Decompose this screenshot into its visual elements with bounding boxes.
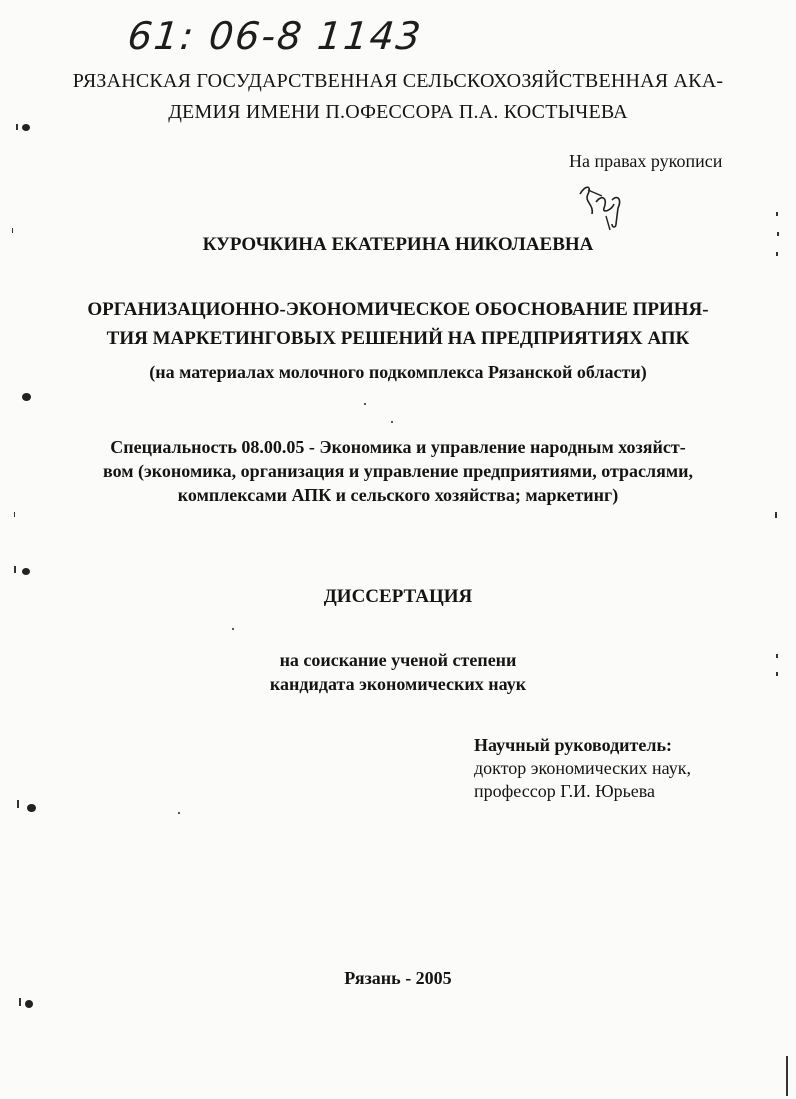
institution-line-1: РЯЗАНСКАЯ ГОСУДАРСТВЕННАЯ СЕЛЬСКОХОЗЯЙСТВЕННАЯ АКА- <box>72 70 724 92</box>
scan-speck <box>232 628 234 630</box>
scan-speck <box>16 124 18 130</box>
document-type: ДИССЕРТАЦИЯ <box>323 586 473 607</box>
author-name: КУРОЧКИНА ЕКАТЕРИНА НИКОЛАЕВНА <box>202 234 594 255</box>
scan-speck <box>776 672 778 676</box>
binding-hole-mark <box>25 1000 33 1008</box>
scan-edge-line <box>786 1056 788 1096</box>
scan-speck <box>14 566 16 573</box>
scan-speck <box>776 252 778 256</box>
scan-speck <box>776 654 778 658</box>
binding-hole-mark <box>27 804 36 812</box>
scan-speck <box>777 232 779 236</box>
rights-note: На правах рукописи <box>569 151 723 171</box>
place-year: Рязань - 2005 <box>344 968 452 988</box>
handwritten-inventory-number: 61: 06-8 1143 <box>125 14 425 58</box>
binding-hole-mark <box>22 393 31 401</box>
scan-speck <box>12 228 13 233</box>
scan-speck <box>178 812 180 814</box>
scan-speck <box>14 512 15 517</box>
specialty-line-3: комплексами АПК и сельского хозяйства; маркетинг) <box>177 485 619 505</box>
degree-line-2: кандидата экономических наук <box>269 674 527 694</box>
degree-line-1: на соискание ученой степени <box>279 650 517 670</box>
scan-speck <box>776 212 778 216</box>
title-subtitle: (на материалах молочного подкомплекса Рязанской области) <box>149 362 647 382</box>
title-line-1: ОРГАНИЗАЦИОННО-ЭКОНОМИЧЕСКОЕ ОБОСНОВАНИЕ ПРИНЯ- <box>87 299 709 320</box>
supervisor-degree: доктор экономических наук, <box>474 758 691 778</box>
supervisor-label: Научный руководитель: <box>474 735 672 755</box>
binding-hole-mark <box>22 568 30 575</box>
scan-speck <box>19 998 21 1006</box>
supervisor-name: профессор Г.И. Юрьева <box>474 781 656 801</box>
specialty-line-2: вом (экономика, организация и управление предприятиями, отраслями, <box>103 461 693 481</box>
signature-icon <box>572 180 632 232</box>
scan-speck <box>391 421 393 423</box>
title-line-2: ТИЯ МАРКЕТИНГОВЫХ РЕШЕНИЙ НА ПРЕДПРИЯТИЯХ АПК <box>106 328 690 349</box>
scan-speck <box>775 512 777 518</box>
scan-speck <box>364 403 366 405</box>
institution-line-2: ДЕМИЯ ИМЕНИ П.ОФЕССОРА П.А. КОСТЫЧЕВА <box>168 101 628 123</box>
specialty-line-1: Специальность 08.00.05 - Экономика и управление народным хозяйст- <box>110 437 686 457</box>
scan-speck <box>17 800 19 808</box>
binding-hole-mark <box>22 124 30 131</box>
